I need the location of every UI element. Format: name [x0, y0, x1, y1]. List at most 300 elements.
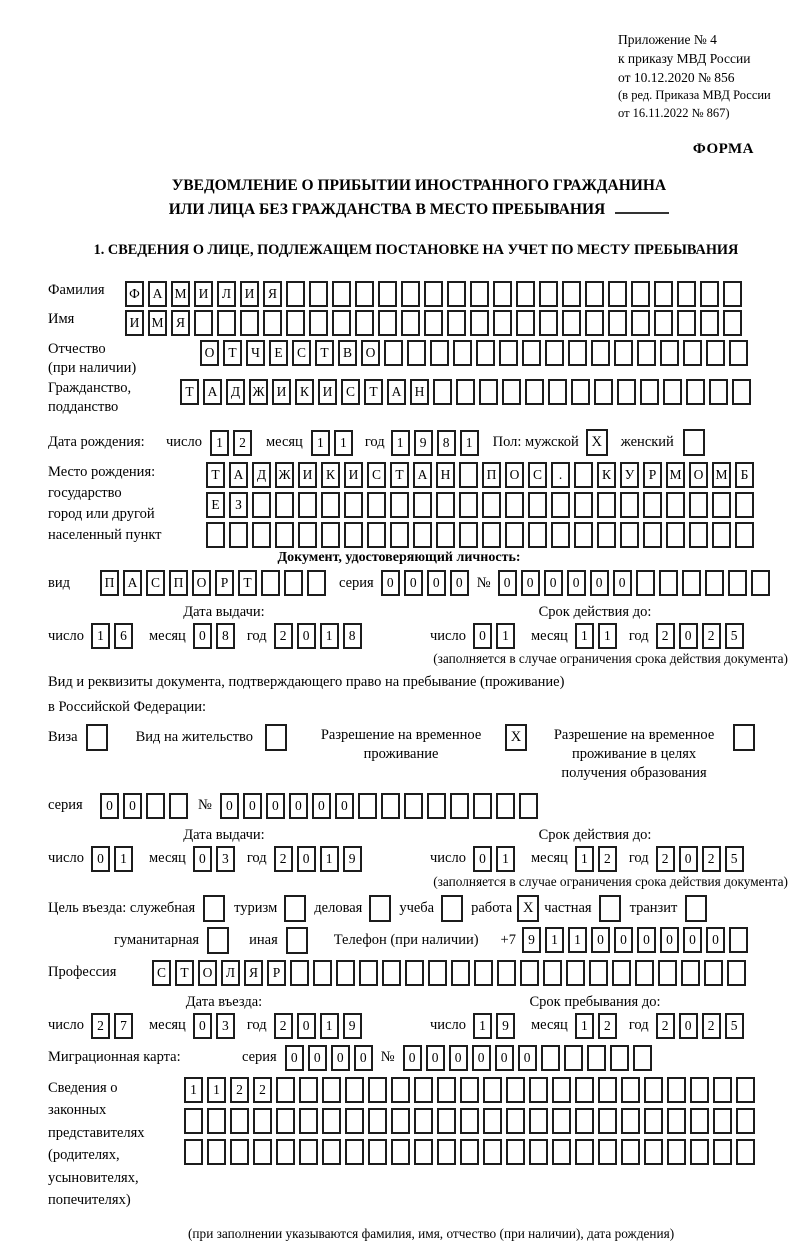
char-cell[interactable] — [483, 1108, 502, 1134]
char-cell[interactable] — [414, 1139, 433, 1165]
char-cell[interactable]: 0 — [193, 846, 212, 872]
char-cell[interactable]: 0 — [91, 846, 110, 872]
char-cell[interactable] — [345, 1077, 364, 1103]
char-cell[interactable]: 7 — [114, 1013, 133, 1039]
char-cell[interactable] — [522, 340, 541, 366]
char-cell[interactable] — [496, 793, 515, 819]
char-cell[interactable] — [261, 570, 280, 596]
char-cell[interactable] — [169, 793, 188, 819]
char-cell[interactable] — [252, 522, 271, 548]
char-cell[interactable]: Ф — [125, 281, 144, 307]
char-cell[interactable]: О — [689, 462, 708, 488]
char-cell[interactable]: 1 — [320, 1013, 339, 1039]
char-cell[interactable] — [404, 793, 423, 819]
char-cell[interactable]: . — [551, 462, 570, 488]
char-cell[interactable]: 8 — [216, 623, 235, 649]
char-cell[interactable] — [729, 927, 748, 953]
gender-male-checkbox[interactable]: X — [586, 429, 608, 456]
char-cell[interactable] — [506, 1077, 525, 1103]
char-cell[interactable]: 2 — [274, 846, 293, 872]
char-cell[interactable]: 1 — [568, 927, 587, 953]
char-cell[interactable]: И — [272, 379, 291, 405]
char-cell[interactable] — [405, 960, 424, 986]
char-cell[interactable] — [450, 793, 469, 819]
char-cell[interactable]: Т — [390, 462, 409, 488]
purpose-study-checkbox[interactable] — [441, 895, 463, 922]
char-cell[interactable]: А — [387, 379, 406, 405]
char-cell[interactable] — [528, 522, 547, 548]
char-cell[interactable]: 0 — [706, 927, 725, 953]
char-cell[interactable] — [682, 570, 701, 596]
char-cell[interactable]: А — [203, 379, 222, 405]
char-cell[interactable] — [677, 281, 696, 307]
char-cell[interactable] — [436, 522, 455, 548]
char-cell[interactable]: Я — [244, 960, 263, 986]
char-cell[interactable] — [562, 281, 581, 307]
char-cell[interactable] — [290, 960, 309, 986]
char-cell[interactable] — [336, 960, 355, 986]
char-cell[interactable]: 1 — [210, 430, 229, 456]
char-cell[interactable]: 8 — [437, 430, 456, 456]
char-cell[interactable]: П — [482, 462, 501, 488]
char-cell[interactable]: К — [295, 379, 314, 405]
char-cell[interactable] — [666, 492, 685, 518]
char-cell[interactable]: 0 — [679, 623, 698, 649]
char-cell[interactable]: М — [148, 310, 167, 336]
char-cell[interactable] — [459, 522, 478, 548]
char-cell[interactable]: И — [344, 462, 363, 488]
char-cell[interactable] — [390, 492, 409, 518]
char-cell[interactable]: 0 — [679, 846, 698, 872]
char-cell[interactable]: 0 — [660, 927, 679, 953]
char-cell[interactable]: 2 — [598, 846, 617, 872]
char-cell[interactable]: Ч — [246, 340, 265, 366]
char-cell[interactable] — [473, 793, 492, 819]
char-cell[interactable]: Т — [238, 570, 257, 596]
char-cell[interactable] — [700, 281, 719, 307]
char-cell[interactable]: 0 — [472, 1045, 491, 1071]
char-cell[interactable] — [713, 1077, 732, 1103]
char-cell[interactable]: 0 — [614, 927, 633, 953]
char-cell[interactable] — [723, 310, 742, 336]
char-cell[interactable]: И — [240, 281, 259, 307]
char-cell[interactable]: К — [321, 462, 340, 488]
char-cell[interactable] — [390, 522, 409, 548]
char-cell[interactable] — [690, 1139, 709, 1165]
char-cell[interactable] — [529, 1108, 548, 1134]
char-cell[interactable] — [344, 522, 363, 548]
char-cell[interactable] — [476, 340, 495, 366]
char-cell[interactable] — [713, 1108, 732, 1134]
char-cell[interactable] — [620, 522, 639, 548]
char-cell[interactable]: 0 — [266, 793, 285, 819]
char-cell[interactable] — [608, 310, 627, 336]
char-cell[interactable]: 0 — [354, 1045, 373, 1071]
char-cell[interactable]: 0 — [449, 1045, 468, 1071]
char-cell[interactable] — [574, 492, 593, 518]
temp-residence-edu-checkbox[interactable] — [733, 724, 755, 751]
char-cell[interactable] — [677, 310, 696, 336]
char-cell[interactable] — [313, 960, 332, 986]
visa-checkbox[interactable] — [86, 724, 108, 751]
char-cell[interactable] — [424, 310, 443, 336]
char-cell[interactable]: О — [200, 340, 219, 366]
char-cell[interactable]: Т — [364, 379, 383, 405]
char-cell[interactable] — [643, 492, 662, 518]
char-cell[interactable]: И — [125, 310, 144, 336]
char-cell[interactable] — [686, 379, 705, 405]
char-cell[interactable] — [594, 379, 613, 405]
char-cell[interactable] — [275, 522, 294, 548]
char-cell[interactable] — [230, 1108, 249, 1134]
char-cell[interactable] — [447, 310, 466, 336]
char-cell[interactable] — [621, 1139, 640, 1165]
char-cell[interactable] — [493, 310, 512, 336]
char-cell[interactable] — [275, 492, 294, 518]
char-cell[interactable] — [644, 1139, 663, 1165]
char-cell[interactable] — [298, 522, 317, 548]
char-cell[interactable] — [614, 340, 633, 366]
char-cell[interactable] — [728, 570, 747, 596]
char-cell[interactable] — [610, 1045, 629, 1071]
char-cell[interactable] — [401, 310, 420, 336]
char-cell[interactable]: Е — [269, 340, 288, 366]
char-cell[interactable] — [460, 1108, 479, 1134]
char-cell[interactable]: Р — [215, 570, 234, 596]
purpose-humanitarian-checkbox[interactable] — [207, 927, 229, 954]
char-cell[interactable] — [437, 1077, 456, 1103]
char-cell[interactable] — [253, 1139, 272, 1165]
char-cell[interactable] — [705, 570, 724, 596]
char-cell[interactable]: 9 — [522, 927, 541, 953]
char-cell[interactable] — [447, 281, 466, 307]
char-cell[interactable]: О — [198, 960, 217, 986]
char-cell[interactable] — [564, 1045, 583, 1071]
char-cell[interactable] — [587, 1045, 606, 1071]
char-cell[interactable] — [433, 379, 452, 405]
char-cell[interactable] — [309, 281, 328, 307]
char-cell[interactable] — [497, 960, 516, 986]
char-cell[interactable]: З — [229, 492, 248, 518]
char-cell[interactable]: Р — [643, 462, 662, 488]
char-cell[interactable]: 0 — [426, 1045, 445, 1071]
char-cell[interactable]: 1 — [473, 1013, 492, 1039]
char-cell[interactable] — [355, 281, 374, 307]
char-cell[interactable]: 2 — [702, 1013, 721, 1039]
char-cell[interactable]: С — [146, 570, 165, 596]
purpose-private-checkbox[interactable] — [599, 895, 621, 922]
char-cell[interactable] — [506, 1139, 525, 1165]
char-cell[interactable]: 0 — [289, 793, 308, 819]
char-cell[interactable] — [690, 1077, 709, 1103]
char-cell[interactable] — [667, 1139, 686, 1165]
char-cell[interactable]: С — [341, 379, 360, 405]
char-cell[interactable]: 9 — [414, 430, 433, 456]
purpose-transit-checkbox[interactable] — [685, 895, 707, 922]
char-cell[interactable]: 1 — [575, 623, 594, 649]
char-cell[interactable]: 1 — [311, 430, 330, 456]
char-cell[interactable] — [322, 1077, 341, 1103]
char-cell[interactable] — [689, 492, 708, 518]
char-cell[interactable]: 2 — [702, 623, 721, 649]
char-cell[interactable] — [683, 340, 702, 366]
purpose-work-checkbox[interactable]: X — [517, 895, 539, 922]
char-cell[interactable]: 2 — [656, 623, 675, 649]
char-cell[interactable] — [322, 1139, 341, 1165]
char-cell[interactable]: 1 — [391, 430, 410, 456]
char-cell[interactable] — [460, 1139, 479, 1165]
char-cell[interactable]: Р — [267, 960, 286, 986]
char-cell[interactable] — [378, 310, 397, 336]
char-cell[interactable] — [217, 310, 236, 336]
char-cell[interactable] — [437, 1139, 456, 1165]
char-cell[interactable] — [654, 281, 673, 307]
char-cell[interactable]: 1 — [575, 846, 594, 872]
char-cell[interactable] — [552, 1139, 571, 1165]
char-cell[interactable] — [321, 522, 340, 548]
char-cell[interactable] — [552, 1077, 571, 1103]
char-cell[interactable] — [598, 1139, 617, 1165]
char-cell[interactable] — [519, 793, 538, 819]
char-cell[interactable] — [598, 1077, 617, 1103]
char-cell[interactable] — [367, 522, 386, 548]
char-cell[interactable] — [736, 1139, 755, 1165]
char-cell[interactable] — [460, 1077, 479, 1103]
char-cell[interactable] — [574, 522, 593, 548]
char-cell[interactable] — [299, 1139, 318, 1165]
char-cell[interactable] — [307, 570, 326, 596]
char-cell[interactable]: И — [298, 462, 317, 488]
char-cell[interactable]: 0 — [679, 1013, 698, 1039]
char-cell[interactable] — [378, 281, 397, 307]
char-cell[interactable] — [414, 1108, 433, 1134]
char-cell[interactable] — [643, 522, 662, 548]
char-cell[interactable]: В — [338, 340, 357, 366]
char-cell[interactable] — [709, 379, 728, 405]
char-cell[interactable] — [263, 310, 282, 336]
char-cell[interactable]: 1 — [207, 1077, 226, 1103]
char-cell[interactable] — [644, 1077, 663, 1103]
char-cell[interactable]: 0 — [473, 623, 492, 649]
char-cell[interactable] — [608, 281, 627, 307]
char-cell[interactable]: 0 — [123, 793, 142, 819]
char-cell[interactable]: С — [152, 960, 171, 986]
char-cell[interactable] — [146, 793, 165, 819]
char-cell[interactable] — [539, 310, 558, 336]
char-cell[interactable]: 1 — [460, 430, 479, 456]
char-cell[interactable]: Д — [226, 379, 245, 405]
char-cell[interactable]: 0 — [613, 570, 632, 596]
char-cell[interactable] — [382, 960, 401, 986]
char-cell[interactable] — [482, 522, 501, 548]
char-cell[interactable]: 0 — [590, 570, 609, 596]
char-cell[interactable] — [459, 492, 478, 518]
char-cell[interactable]: Ж — [249, 379, 268, 405]
char-cell[interactable]: 1 — [320, 623, 339, 649]
char-cell[interactable]: 0 — [404, 570, 423, 596]
char-cell[interactable] — [621, 1108, 640, 1134]
char-cell[interactable] — [430, 340, 449, 366]
char-cell[interactable]: Т — [206, 462, 225, 488]
char-cell[interactable]: 0 — [312, 793, 331, 819]
char-cell[interactable] — [298, 492, 317, 518]
char-cell[interactable] — [735, 522, 754, 548]
char-cell[interactable]: 1 — [545, 927, 564, 953]
char-cell[interactable]: 0 — [297, 846, 316, 872]
char-cell[interactable] — [516, 310, 535, 336]
char-cell[interactable] — [574, 462, 593, 488]
char-cell[interactable]: Т — [175, 960, 194, 986]
char-cell[interactable] — [548, 379, 567, 405]
char-cell[interactable] — [736, 1077, 755, 1103]
char-cell[interactable]: 5 — [725, 623, 744, 649]
char-cell[interactable] — [562, 310, 581, 336]
char-cell[interactable] — [299, 1077, 318, 1103]
char-cell[interactable]: Т — [315, 340, 334, 366]
char-cell[interactable]: Я — [171, 310, 190, 336]
char-cell[interactable] — [483, 1077, 502, 1103]
char-cell[interactable] — [276, 1139, 295, 1165]
purpose-business-checkbox[interactable] — [369, 895, 391, 922]
char-cell[interactable] — [575, 1139, 594, 1165]
char-cell[interactable] — [667, 1077, 686, 1103]
char-cell[interactable] — [704, 960, 723, 986]
char-cell[interactable]: 2 — [656, 1013, 675, 1039]
char-cell[interactable]: 1 — [114, 846, 133, 872]
purpose-tourism-checkbox[interactable] — [284, 895, 306, 922]
char-cell[interactable] — [659, 570, 678, 596]
char-cell[interactable]: 0 — [297, 1013, 316, 1039]
char-cell[interactable] — [751, 570, 770, 596]
char-cell[interactable]: 2 — [598, 1013, 617, 1039]
char-cell[interactable] — [470, 281, 489, 307]
char-cell[interactable]: 3 — [216, 846, 235, 872]
char-cell[interactable]: 0 — [498, 570, 517, 596]
char-cell[interactable]: К — [597, 462, 616, 488]
char-cell[interactable]: 2 — [91, 1013, 110, 1039]
char-cell[interactable]: 2 — [233, 430, 252, 456]
char-cell[interactable] — [456, 379, 475, 405]
char-cell[interactable] — [184, 1139, 203, 1165]
char-cell[interactable] — [355, 310, 374, 336]
char-cell[interactable] — [381, 793, 400, 819]
char-cell[interactable]: С — [367, 462, 386, 488]
char-cell[interactable] — [368, 1139, 387, 1165]
char-cell[interactable] — [525, 379, 544, 405]
char-cell[interactable] — [568, 340, 587, 366]
char-cell[interactable]: 0 — [243, 793, 262, 819]
char-cell[interactable] — [551, 522, 570, 548]
char-cell[interactable]: Н — [410, 379, 429, 405]
char-cell[interactable] — [700, 310, 719, 336]
char-cell[interactable]: И — [194, 281, 213, 307]
char-cell[interactable] — [575, 1108, 594, 1134]
char-cell[interactable]: 8 — [343, 623, 362, 649]
char-cell[interactable]: 0 — [100, 793, 119, 819]
char-cell[interactable] — [368, 1108, 387, 1134]
char-cell[interactable] — [631, 281, 650, 307]
char-cell[interactable] — [516, 281, 535, 307]
char-cell[interactable] — [322, 1108, 341, 1134]
char-cell[interactable]: 0 — [403, 1045, 422, 1071]
temp-residence-permit-checkbox[interactable]: X — [505, 724, 527, 751]
char-cell[interactable] — [566, 960, 585, 986]
char-cell[interactable]: 1 — [320, 846, 339, 872]
char-cell[interactable] — [528, 492, 547, 518]
char-cell[interactable] — [539, 281, 558, 307]
char-cell[interactable] — [551, 492, 570, 518]
char-cell[interactable]: О — [361, 340, 380, 366]
char-cell[interactable]: 0 — [518, 1045, 537, 1071]
char-cell[interactable]: С — [528, 462, 547, 488]
char-cell[interactable]: М — [666, 462, 685, 488]
char-cell[interactable]: 1 — [91, 623, 110, 649]
char-cell[interactable] — [585, 310, 604, 336]
char-cell[interactable] — [597, 492, 616, 518]
char-cell[interactable]: 1 — [184, 1077, 203, 1103]
char-cell[interactable] — [690, 1108, 709, 1134]
char-cell[interactable] — [207, 1139, 226, 1165]
char-cell[interactable]: 9 — [343, 1013, 362, 1039]
char-cell[interactable] — [207, 1108, 226, 1134]
char-cell[interactable] — [591, 340, 610, 366]
char-cell[interactable]: Т — [223, 340, 242, 366]
char-cell[interactable]: Т — [180, 379, 199, 405]
char-cell[interactable]: Д — [252, 462, 271, 488]
purpose-official-checkbox[interactable] — [203, 895, 225, 922]
char-cell[interactable] — [391, 1139, 410, 1165]
char-cell[interactable]: 0 — [521, 570, 540, 596]
char-cell[interactable]: 0 — [331, 1045, 350, 1071]
char-cell[interactable] — [502, 379, 521, 405]
char-cell[interactable] — [617, 379, 636, 405]
char-cell[interactable]: Я — [263, 281, 282, 307]
char-cell[interactable] — [321, 492, 340, 518]
char-cell[interactable]: У — [620, 462, 639, 488]
char-cell[interactable] — [391, 1077, 410, 1103]
char-cell[interactable]: 0 — [193, 623, 212, 649]
char-cell[interactable]: М — [171, 281, 190, 307]
char-cell[interactable] — [571, 379, 590, 405]
char-cell[interactable] — [723, 281, 742, 307]
char-cell[interactable] — [663, 379, 682, 405]
char-cell[interactable]: 9 — [343, 846, 362, 872]
char-cell[interactable] — [253, 1108, 272, 1134]
char-cell[interactable] — [206, 522, 225, 548]
char-cell[interactable] — [635, 960, 654, 986]
char-cell[interactable] — [735, 492, 754, 518]
char-cell[interactable] — [413, 492, 432, 518]
char-cell[interactable]: 0 — [285, 1045, 304, 1071]
char-cell[interactable]: 0 — [193, 1013, 212, 1039]
char-cell[interactable] — [230, 1139, 249, 1165]
char-cell[interactable]: 0 — [335, 793, 354, 819]
char-cell[interactable] — [451, 960, 470, 986]
char-cell[interactable]: 0 — [591, 927, 610, 953]
char-cell[interactable] — [529, 1077, 548, 1103]
char-cell[interactable] — [436, 492, 455, 518]
char-cell[interactable] — [194, 310, 213, 336]
char-cell[interactable] — [621, 1077, 640, 1103]
char-cell[interactable] — [520, 960, 539, 986]
char-cell[interactable]: П — [169, 570, 188, 596]
char-cell[interactable] — [552, 1108, 571, 1134]
char-cell[interactable]: А — [413, 462, 432, 488]
char-cell[interactable] — [612, 960, 631, 986]
char-cell[interactable]: 2 — [253, 1077, 272, 1103]
char-cell[interactable] — [276, 1077, 295, 1103]
char-cell[interactable] — [424, 281, 443, 307]
